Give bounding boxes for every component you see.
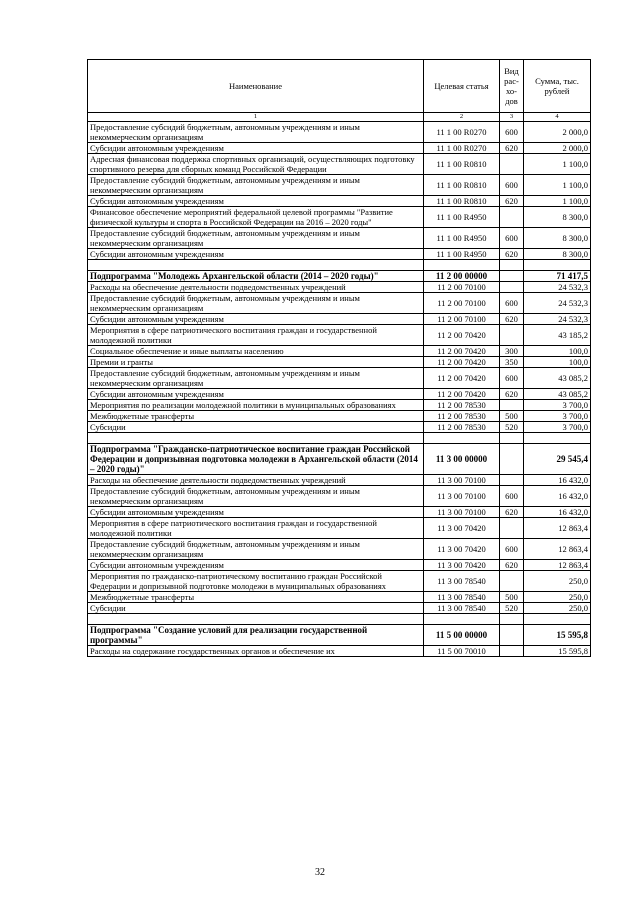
code-cell: 11 1 00 R0810 [424,196,500,207]
kind-cell: 600 [500,486,524,507]
sum-cell: 12 863,4 [524,560,591,571]
table-row [88,646,591,657]
column-number: 3 [500,113,524,122]
code-cell: 11 2 00 70420 [424,368,500,389]
kind-cell: 600 [500,228,524,249]
spacer-cell [424,260,500,271]
table-row [88,400,591,411]
table-row [88,207,591,228]
table-row [88,518,591,539]
kind-cell: 300 [500,346,524,357]
spacer-cell [524,433,591,444]
sum-cell: 1 100,0 [524,196,591,207]
sum-cell: 8 300,0 [524,249,591,260]
spacer-row [88,433,591,444]
header-name: Наименование [88,60,424,113]
sum-cell: 250,0 [524,592,591,603]
table-row [88,122,591,143]
spacer-row [88,260,591,271]
kind-cell [500,400,524,411]
name-cell: Расходы на обеспечение деятельности подведомственных учреждений [88,475,424,486]
spacer-cell [524,614,591,625]
kind-cell [500,475,524,486]
table-row [88,249,591,260]
sum-cell: 12 863,4 [524,518,591,539]
table-row [88,368,591,389]
kind-cell: 600 [500,175,524,196]
kind-cell [500,646,524,657]
spacer-cell [500,260,524,271]
sum-cell: 43 085,2 [524,368,591,389]
name-cell: Межбюджетные трансферты [88,592,424,603]
sum-cell: 8 300,0 [524,228,591,249]
kind-cell: 600 [500,122,524,143]
code-cell: 11 2 00 00000 [424,271,500,282]
code-cell: 11 2 00 70100 [424,282,500,293]
spacer-cell [500,614,524,625]
column-number: 2 [424,113,500,122]
name-cell: Предоставление субсидий бюджетным, автономным учреждениям и иным некоммерческим организациям [88,228,424,249]
name-cell: Субсидии автономным учреждениям [88,389,424,400]
kind-cell: 600 [500,293,524,314]
kind-cell [500,444,524,475]
spacer-cell [88,260,424,271]
subprogram-row [88,271,591,282]
name-cell: Социальное обеспечение и иные выплаты населению [88,346,424,357]
table-row [88,389,591,400]
name-cell: Расходы на содержание государственных органов и обеспечение их [88,646,424,657]
sum-cell: 24 532,3 [524,293,591,314]
table-row [88,539,591,560]
spacer-cell [424,433,500,444]
sum-cell: 12 863,4 [524,539,591,560]
kind-cell: 620 [500,507,524,518]
subprogram-row [88,444,591,475]
name-cell: Подпрограмма "Создание условий для реализации государственной программы" [88,625,424,646]
column-number: 4 [524,113,591,122]
name-cell: Подпрограмма "Молодежь Архангельской области (2014 – 2020 годы)" [88,271,424,282]
sum-cell: 16 432,0 [524,475,591,486]
table-header [88,60,591,113]
kind-cell [500,154,524,175]
table-row [88,357,591,368]
table-row [88,228,591,249]
kind-cell: 520 [500,603,524,614]
table-row [88,411,591,422]
code-cell: 11 3 00 00000 [424,444,500,475]
table-row [88,325,591,346]
code-cell: 11 1 00 R4950 [424,207,500,228]
sum-cell: 29 545,4 [524,444,591,475]
code-cell: 11 3 00 78540 [424,592,500,603]
table-row [88,154,591,175]
kind-cell [500,518,524,539]
table-row [88,560,591,571]
sum-cell: 1 100,0 [524,154,591,175]
budget-table [87,59,591,657]
sum-cell: 71 417,5 [524,271,591,282]
name-cell: Предоставление субсидий бюджетным, автономным учреждениям и иным некоммерческим организациям [88,293,424,314]
kind-cell: 600 [500,368,524,389]
sum-cell: 8 300,0 [524,207,591,228]
sum-cell: 15 595,8 [524,646,591,657]
kind-cell [500,325,524,346]
column-number: 1 [88,113,424,122]
name-cell: Межбюджетные трансферты [88,411,424,422]
sum-cell: 16 432,0 [524,486,591,507]
table-row [88,175,591,196]
code-cell: 11 5 00 00000 [424,625,500,646]
code-cell: 11 2 00 70420 [424,325,500,346]
code-cell: 11 2 00 78530 [424,411,500,422]
code-cell: 11 2 00 70420 [424,357,500,368]
name-cell: Субсидии автономным учреждениям [88,507,424,518]
name-cell: Субсидии автономным учреждениям [88,249,424,260]
name-cell: Финансовое обеспечение мероприятий федеральной целевой программы "Развитие физической культуры и спорта в Российской Федерации на 2016 – 2020 годы" [88,207,424,228]
sum-cell: 16 432,0 [524,507,591,518]
header-code: Целевая статья [424,60,500,113]
spacer-cell [88,614,424,625]
sum-cell: 3 700,0 [524,400,591,411]
header-sum: Сумма, тыс. рублей [524,60,591,113]
code-cell: 11 2 00 78530 [424,400,500,411]
sum-cell: 3 700,0 [524,411,591,422]
spacer-row [88,614,591,625]
code-cell: 11 3 00 78540 [424,603,500,614]
spacer-cell [524,260,591,271]
table-row [88,592,591,603]
code-cell: 11 2 00 70100 [424,314,500,325]
sum-cell: 100,0 [524,346,591,357]
code-cell: 11 3 00 70420 [424,560,500,571]
table-row [88,603,591,614]
code-cell: 11 2 00 70100 [424,293,500,314]
name-cell: Субсидии [88,603,424,614]
sum-cell: 15 595,8 [524,625,591,646]
name-cell: Премии и гранты [88,357,424,368]
kind-cell [500,625,524,646]
name-cell: Мероприятия в сфере патриотического воспитания граждан и государственной молодежной политики [88,325,424,346]
code-cell: 11 2 00 78530 [424,422,500,433]
sum-cell: 2 000,0 [524,122,591,143]
subprogram-row [88,625,591,646]
kind-cell [500,571,524,592]
kind-cell: 620 [500,560,524,571]
table-row [88,282,591,293]
code-cell: 11 2 00 70420 [424,346,500,357]
kind-cell [500,271,524,282]
table-row [88,486,591,507]
kind-cell: 500 [500,411,524,422]
table-row [88,143,591,154]
code-cell: 11 1 00 R0810 [424,175,500,196]
sum-cell: 250,0 [524,571,591,592]
kind-cell [500,282,524,293]
table-row [88,293,591,314]
table-row [88,196,591,207]
name-cell: Субсидии автономным учреждениям [88,143,424,154]
sum-cell: 43 085,2 [524,389,591,400]
kind-cell: 500 [500,592,524,603]
name-cell: Предоставление субсидий бюджетным, автономным учреждениям и иным некоммерческим организациям [88,175,424,196]
code-cell: 11 1 00 R4950 [424,249,500,260]
kind-cell: 620 [500,249,524,260]
header-kind: Вид рас-хо-дов [500,60,524,113]
code-cell: 11 3 00 70100 [424,475,500,486]
sum-cell: 1 100,0 [524,175,591,196]
code-cell: 11 1 00 R0270 [424,122,500,143]
name-cell: Предоставление субсидий бюджетным, автономным учреждениям и иным некоммерческим организациям [88,486,424,507]
column-numbers-row [88,113,591,122]
spacer-cell [88,433,424,444]
table-row [88,422,591,433]
code-cell: 11 1 00 R4950 [424,228,500,249]
table-row [88,314,591,325]
name-cell: Мероприятия по реализации молодежной политики в муниципальных образованиях [88,400,424,411]
kind-cell: 620 [500,143,524,154]
kind-cell: 600 [500,539,524,560]
code-cell: 11 3 00 70100 [424,507,500,518]
code-cell: 11 3 00 70420 [424,539,500,560]
sum-cell: 3 700,0 [524,422,591,433]
kind-cell: 350 [500,357,524,368]
code-cell: 11 3 00 78540 [424,571,500,592]
table-row [88,475,591,486]
table-row [88,507,591,518]
name-cell: Предоставление субсидий бюджетным, автономным учреждениям и иным некоммерческим организациям [88,368,424,389]
name-cell: Предоставление субсидий бюджетным, автономным учреждениям и иным некоммерческим организациям [88,539,424,560]
code-cell: 11 1 00 R0270 [424,143,500,154]
table-row [88,571,591,592]
code-cell: 11 3 00 70100 [424,486,500,507]
budget-table-container [87,59,590,657]
table-row [88,346,591,357]
name-cell: Мероприятия в сфере патриотического воспитания граждан и государственной молодежной политики [88,518,424,539]
sum-cell: 100,0 [524,357,591,368]
kind-cell: 620 [500,196,524,207]
kind-cell: 620 [500,389,524,400]
name-cell: Субсидии автономным учреждениям [88,314,424,325]
name-cell: Субсидии [88,422,424,433]
sum-cell: 24 532,3 [524,282,591,293]
kind-cell: 620 [500,314,524,325]
sum-cell: 24 532,3 [524,314,591,325]
kind-cell: 520 [500,422,524,433]
spacer-cell [500,433,524,444]
name-cell: Мероприятия по гражданско-патриотическому воспитанию граждан Российской Федерации и допризывной подготовке молодежи в муниципальных образованиях [88,571,424,592]
sum-cell: 250,0 [524,603,591,614]
kind-cell [500,207,524,228]
name-cell: Расходы на обеспечение деятельности подведомственных учреждений [88,282,424,293]
name-cell: Подпрограмма "Гражданско-патриотическое воспитание граждан Российской Федерации и допризывная подготовка молодежи в Архангельской области (2014 – 2020 годы)" [88,444,424,475]
spacer-cell [424,614,500,625]
page-number: 32 [315,867,325,878]
name-cell: Адресная финансовая поддержка спортивных организаций, осуществляющих подготовку спортивного резерва для сборных команд Российской Федерации [88,154,424,175]
sum-cell: 43 185,2 [524,325,591,346]
code-cell: 11 2 00 70420 [424,389,500,400]
code-cell: 11 1 00 R0810 [424,154,500,175]
name-cell: Субсидии автономным учреждениям [88,196,424,207]
code-cell: 11 5 00 70010 [424,646,500,657]
sum-cell: 2 000,0 [524,143,591,154]
name-cell: Предоставление субсидий бюджетным, автономным учреждениям и иным некоммерческим организациям [88,122,424,143]
name-cell: Субсидии автономным учреждениям [88,560,424,571]
code-cell: 11 3 00 70420 [424,518,500,539]
